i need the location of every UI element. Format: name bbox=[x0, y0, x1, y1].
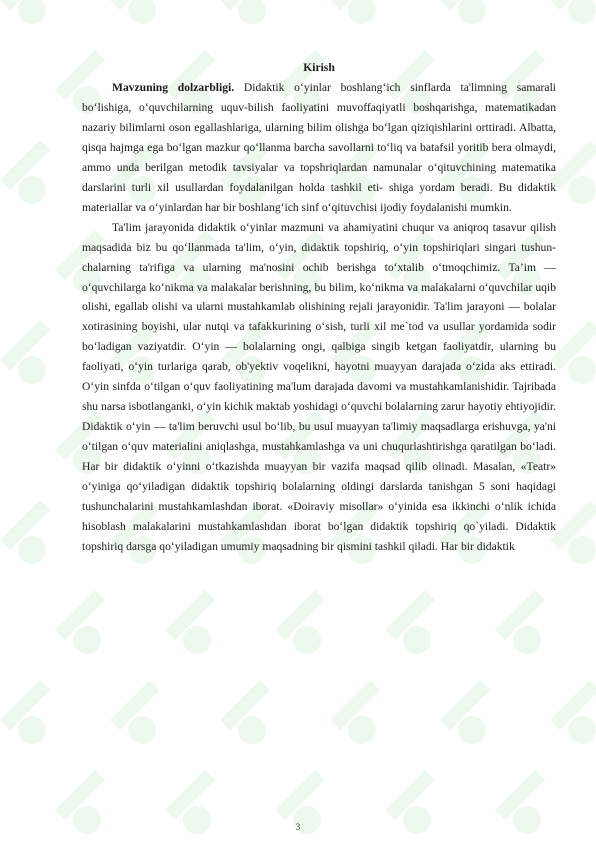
page-number: 3 bbox=[295, 822, 301, 832]
document-body bbox=[82, 58, 556, 557]
watermark-mark bbox=[0, 500, 50, 564]
watermark-mark bbox=[55, 590, 105, 654]
page-title: Kirish bbox=[303, 61, 335, 74]
watermark-mark bbox=[385, 590, 435, 654]
watermark-mark bbox=[550, 140, 596, 204]
paragraph-text: Didaktik o‘yinlar boshlang‘ich sinflarda ta'limning samarali bo‘lishiga, o‘quvchilarning uquv-bilish faoliyatini muvoffaqiyatli boshqarishga, matematikadan nazariy bilimlarni oson egallashlariga, ularning bilim olishga bo‘lgan qiziqishlarini orttiradi. Albatta, qisqa hajmga ega bo‘lgan mazkur qo‘llanma barcha savollarni to‘liq va batafsil yoritib bera olmaydi, ammo unda berilgan metodik tavsiyalar va topshriqlardan namunalar o‘qituvchining matematika darslarini turli xil usullardan foydalanilgan holda tashkil eti- shiga yordam beradi. Bu didaktik materiallar va o‘yinlardan har bir boshlang‘ich sinf o‘qituvchisi ijodiy foydalanishi mumkin. bbox=[82, 81, 557, 214]
watermark-mark bbox=[110, 680, 160, 744]
watermark-mark bbox=[330, 680, 380, 744]
paragraph-relevance bbox=[82, 78, 556, 218]
watermark-mark bbox=[550, 680, 596, 744]
watermark-mark bbox=[0, 140, 50, 204]
watermark-mark bbox=[0, 0, 50, 24]
paragraph-education-process: Ta'lim jarayonida didaktik o‘yinlar mazmuni va ahamiyatini chuqur va aniqroq tasavur qilish maqsadida biz bu qo‘llanmada ta'lim, o‘yin, didaktik topshiriq, o‘yin topshiriqlari singari tushun- chalarning ta'rifiga va ularning ma'nosini ochib berishga to‘xtalib o‘tmoqchimiz. Ta’im — o‘quvchilarga ko‘nikma va malakalar berishning, bu bilim, ko‘nikma va malakalarni o‘quvchilar uqib olishi, egallab olishi va ularni mustahkamlab olishining rejali jarayonidir. Ta'lim jarayoni — bolalar xotirasining boyishi, ular nutqi va tafakkurining o‘sish, turli xil me`tod va usullar yordamida sodir bo‘ladigan vaziyatdir. O‘yin — bolalarning ongi, qalbiga singib ketgan faoliyatdir, ularning bu faoliyati, o‘yin turlariga qarab, ob'yektiv voqelikni, hayotni muayyan darajada o‘zida aks ettiradi. O‘yin sinfda o‘tilgan o‘quv faoliyatining ma'lum darajada davomi va mustahkamlanishidir. Tajribada shu narsa isbotlanganki, o‘yin kichik maktab yoshidagi o‘quvchi bolalarning zarur hayotiy ehtiyojidir. Didaktik o‘yin — ta'lim beruvchi usul bo‘lib, bu usul muayyan ta'limiy maqsadlarga erishuvga, ya'ni o‘tilgan o‘quv materialini aniqlashga, mustahkamlashga va uni chuqurlashtirishga qaratilgan bo‘ladi. Har bir didaktik o‘yinni o‘tkazishda muayyan bir vazifa maqsad qilib olinadi. Masalan, «Teatr» o‘yiniga qo‘yiladigan didaktik topshiriq bolalarning oldingi darslarda tanishgan 5 soni haqidagi tushunchalarini mustahkamlashdan iborat. «Doiraviy misollar» o‘yinida esa ikkinchi o‘nlik ichida hisoblash malakalarini mustahkamlashdan iborat bo‘lgan didaktik topshiriq qo`yiladi. Didaktik topshiriq darsga qo‘yiladigan umumiy maqsadning bir qismini tashkil qiladi. Har bir didaktik bbox=[82, 220, 556, 553]
watermark-mark bbox=[550, 320, 596, 384]
watermark-mark bbox=[275, 590, 325, 654]
watermark-mark bbox=[330, 0, 380, 24]
watermark-mark bbox=[165, 590, 215, 654]
watermark-mark bbox=[440, 0, 490, 24]
watermark-mark bbox=[220, 0, 270, 24]
watermark-mark bbox=[0, 320, 50, 384]
paragraph-lead: Mavzuning dolzarbligi. bbox=[112, 81, 235, 94]
watermark-mark bbox=[110, 0, 160, 24]
watermark-mark bbox=[440, 680, 490, 744]
watermark-mark bbox=[495, 590, 545, 654]
watermark-mark bbox=[0, 680, 50, 744]
watermark-mark bbox=[550, 0, 596, 24]
watermark-mark bbox=[550, 500, 596, 564]
watermark-mark bbox=[220, 680, 270, 744]
